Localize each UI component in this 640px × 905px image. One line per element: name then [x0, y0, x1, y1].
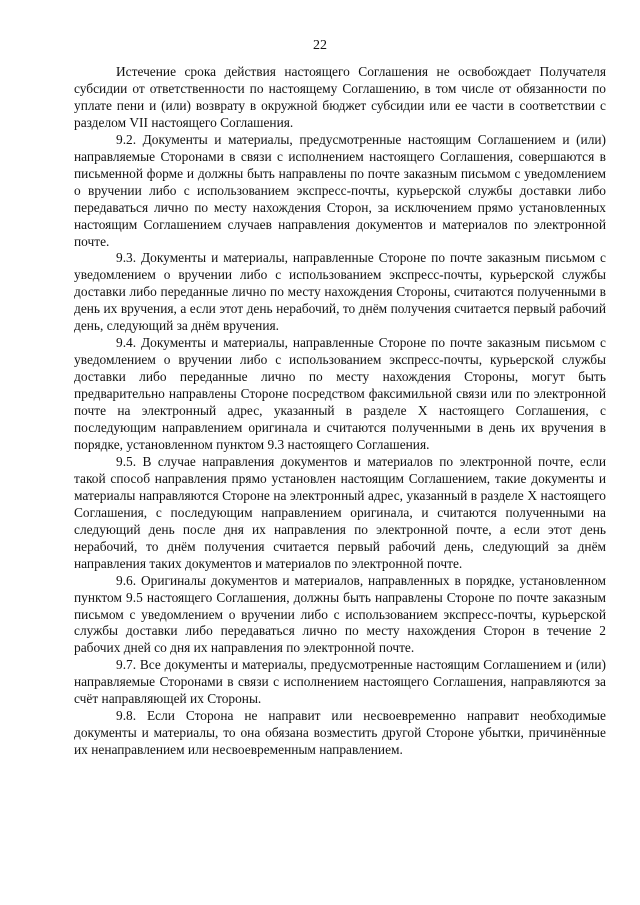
paragraph-9-7: 9.7. Все документы и материалы, предусмотренные настоящим Соглашением и (или) направляемые Сторонами в связи с исполнением настоящего Соглашения, направляются за счёт направляющей их Стороны. — [74, 657, 606, 707]
paragraph-9-3: 9.3. Документы и материалы, направленные Стороне по почте заказным письмом с уведомлением о вручении либо с использованием экспресс-почты, курьерской службы доставки либо переданные лично по месту нахождения Стороны, считаются полученными в день их вручения, а если этот день нерабочий, то днём получения считается первый рабочий день, следующий за днём вручения. — [74, 250, 606, 334]
document-body — [74, 64, 606, 759]
paragraph-9-1-continuation: Истечение срока действия настоящего Соглашения не освобождает Получателя субсидии от ответственности по настоящему Соглашению, в том числе от обязанности по уплате пени и (или) возврату в окружной бюджет субсидии или ее части в соответствии с разделом VII настоящего Соглашения. — [74, 64, 606, 130]
page-number: 22 — [313, 38, 327, 53]
paragraph-9-4: 9.4. Документы и материалы, направленные Стороне по почте заказным письмом с уведомлением о вручении либо с использованием экспресс-почты, курьерской службы доставки либо переданные лично по месту нахождения Стороны, могут быть предварительно направлены Стороне посредством факсимильной связи или по электронной почте на электронный адрес, указанный в разделе X настоящего Соглашения, с последующим направлением оригинала и считаются полученными в день их вручения в порядке, установленном пунктом 9.3 настоящего Соглашения. — [74, 335, 606, 452]
paragraph-9-8: 9.8. Если Сторона не направит или несвоевременно направит необходимые документы и материалы, то она обязана возместить другой Стороне убытки, причинённые их ненаправлением или несвоевременным направлением. — [74, 708, 606, 758]
paragraph-9-5: 9.5. В случае направления документов и материалов по электронной почте, если такой способ направления прямо установлен настоящим Соглашением, такие документы и материалы направляются Стороне на электронный адрес, указанный в разделе X настоящего Соглашения, с последующим направлением оригинала, и считаются полученными на следующий день после дня их направления по электронной почте, а если этот день нерабочий, то днём получения считается первый рабочий день, следующий за днём направления таких документов и материалов по электронной почте. — [74, 453, 606, 571]
paragraph-9-2: 9.2. Документы и материалы, предусмотренные настоящим Соглашением и (или) направляемые Сторонами в связи с исполнением настоящего Соглашения, совершаются в письменной форме и должны быть направлены по почте заказным письмом с уведомлением о вручении либо с использованием экспресс-почты, курьерской службы доставки либо передаваться лично по месту нахождения Сторон, за исключением прямо установленных настоящим Соглашением случаев направления документов и материалов по электронной почте. — [74, 131, 606, 249]
paragraph-9-6: 9.6. Оригиналы документов и материалов, направленных в порядке, установленном пунктом 9.5 настоящего Соглашения, должны быть направлены Стороне по почте заказным письмом с уведомлением о вручении либо с использованием экспресс-почты, курьерской службы доставки либо передаваться лично по месту нахождения Сторон в течение 2 рабочих дней со дня их направления по электронной почте. — [74, 572, 606, 656]
